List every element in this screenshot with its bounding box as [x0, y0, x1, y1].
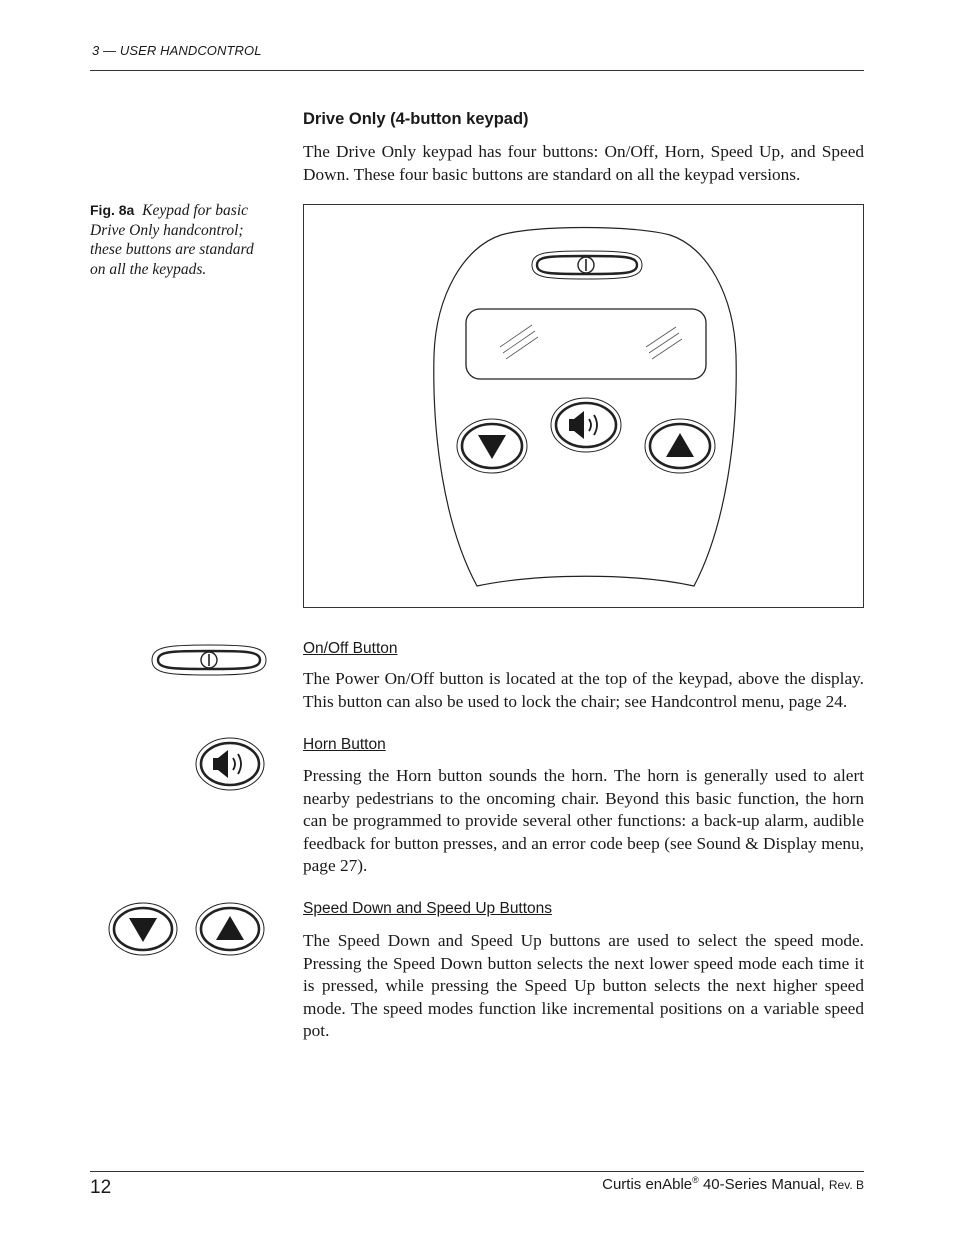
section-title: Drive Only (4-button keypad): [303, 110, 529, 128]
intro-paragraph: The Drive Only keypad has four buttons: On/Off, Horn, Speed Up, and Speed Down. These four basic buttons are standard on all the keypad versions.: [303, 142, 864, 184]
footer-rule: [90, 1171, 864, 1172]
speed-heading: Speed Down and Speed Up Buttons: [303, 900, 553, 917]
keypad-speed-up-button: [645, 419, 715, 473]
keypad-illustration: [304, 205, 865, 609]
keypad-body: [434, 228, 736, 587]
keypad-horn-button: [551, 398, 621, 452]
speed-up-button-icon: [194, 901, 266, 957]
keypad-speed-down-button: [457, 419, 527, 473]
manual-title-series: 40-Series Manual,: [698, 1176, 825, 1193]
speed-down-button-icon: [107, 901, 179, 957]
horn-button-icon: [194, 736, 266, 792]
onoff-paragraph: The Power On/Off button is located at the top of the keypad, above the display. This button can also be used to lock the chair; see Handcontrol menu, page 24.: [303, 669, 864, 711]
horn-paragraph: Pressing the Horn button sounds the horn. The horn is generally used to alert nearby pedestrians to the oncoming chair. Beyond this basic function, the horn can be programmed to provide several other functions: a back-up alarm, audible feedback for button presses, and an error code beep (see Sound & Display menu, page 27).: [303, 766, 864, 876]
keypad-display: [466, 309, 706, 379]
figure-caption-text: Keypad for basic Drive Only handcontrol; these buttons are standard on all the keypads.: [90, 202, 254, 278]
keypad-onoff-button: [532, 251, 642, 279]
speed-paragraph: The Speed Down and Speed Up buttons are used to select the speed mode. Pressing the Speed Down button selects the next lower speed mode each time it is pressed, while pressing the Speed Up button selects the next higher speed mode. The speed modes function like incremental positions on a variable speed pot.: [303, 931, 864, 1041]
manual-revision: Rev. B: [828, 1178, 864, 1192]
horn-heading: Horn Button: [303, 736, 386, 753]
registered-mark: ®: [692, 1175, 699, 1185]
manual-title-name: Curtis enAble: [602, 1176, 693, 1193]
header-rule: [90, 70, 864, 71]
figure-label: Fig. 8a: [90, 202, 135, 218]
page-number: 12: [90, 1177, 112, 1198]
figure-caption: [90, 201, 270, 279]
onoff-heading: On/Off Button: [303, 640, 398, 657]
keypad-figure: [303, 204, 864, 608]
manual-title: [602, 1175, 864, 1193]
running-head: 3 — USER HANDCONTROL: [92, 43, 262, 58]
onoff-button-icon: [150, 643, 268, 677]
